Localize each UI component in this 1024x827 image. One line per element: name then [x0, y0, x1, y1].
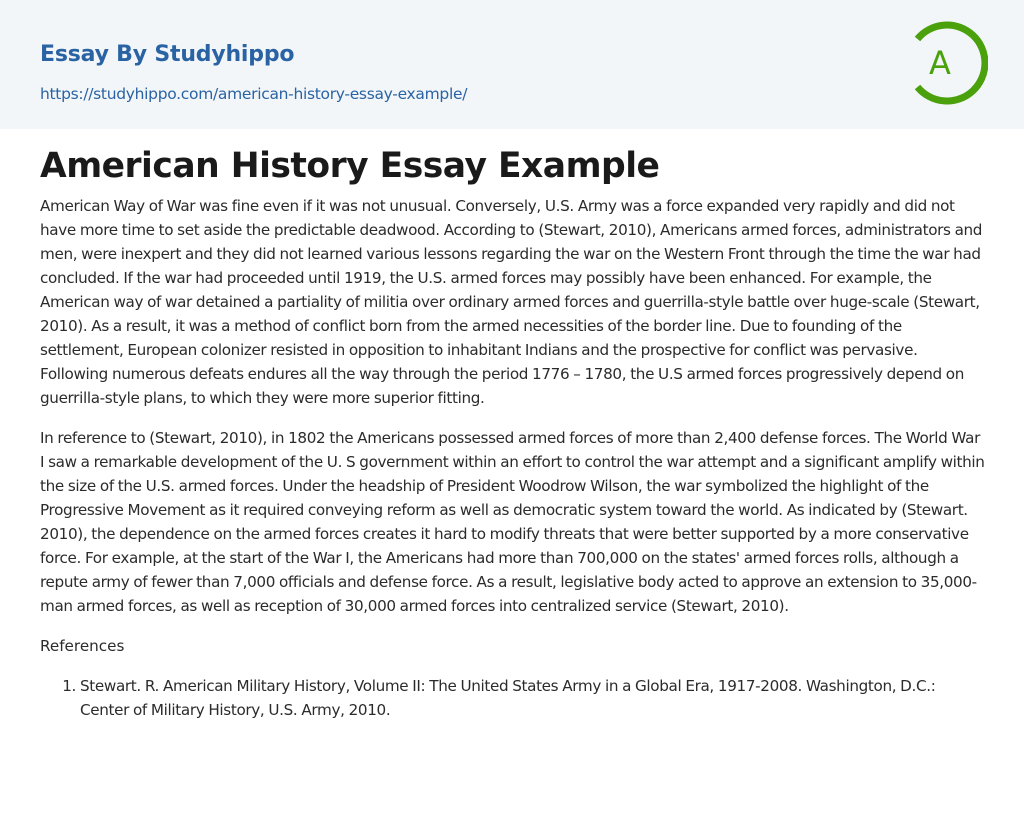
brand-title: Essay By Studyhippo	[40, 42, 295, 67]
page-url-link[interactable]: https://studyhippo.com/american-history-essay-example/	[40, 85, 468, 103]
paragraph-2: In reference to (Stewart, 2010), in 1802 the Americans possessed armed forces of more than 2,400 defense forces. The World War I saw a remarkable development of the U. S government within an effort to control the war attempt and a significant amplify within the size of the U.S. armed forces. Under the headship of President Woodrow Wilson, the war symbolized the highlight of the Progressive Movement as it required conveying reform as well as democratic system toward the world. As indicated by (Stewart. 2010), the dependence on the armed forces creates it hard to modify threats that were better supported by a more conservative force. For example, at the start of the War I, the Americans had more than 700,000 on the states' armed forces rolls, although a repute army of fewer than 7,000 officials and defense force. As a result, legislative body acted to approve an extension to 35,000-man armed forces, as well as reception of 30,000 armed forces into centralized service (Stewart, 2010).	[40, 429, 985, 615]
site-header	[0, 0, 1024, 129]
logo-letter: A	[929, 44, 951, 82]
studyhippo-logo-icon[interactable]	[906, 20, 988, 106]
page-title: American History Essay Example	[40, 146, 660, 186]
references-heading: References	[40, 637, 125, 655]
paragraph-1: American Way of War was fine even if it was not unusual. Conversely, U.S. Army was a force expanded very rapidly and did not have more time to set aside the predictable deadwood. According to (Stewart, 2010), Americans armed forces, administrators and men, were inexpert and they did not learned various lessons regarding the war on the Western Front through the time the war had concluded. If the war had proceeded until 1919, the U.S. armed forces may possibly have been enhanced. For example, the American way of war detained a partiality of militia over ordinary armed forces and guerrilla-style battle over huge-scale (Stewart, 2010). As a result, it was a method of conflict born from the armed necessities of the border line. Due to founding of the settlement, European colonizer resisted in opposition to inhabitant Indians and the prospective for conflict was pervasive. Following numerous defeats endures all the way through the period 1776 – 1780, the U.S armed forces progressively depend on guerrilla-style plans, to which they were more superior fitting.	[40, 197, 983, 407]
article-body	[40, 194, 988, 722]
reference-item: 1. Stewart. R. American Military History, Volume II: The United States Army in a Global Era, 1917-2008. Washington, D.C.: Center of Military History, U.S. Army, 2010.	[80, 674, 988, 722]
references-list	[40, 674, 988, 722]
